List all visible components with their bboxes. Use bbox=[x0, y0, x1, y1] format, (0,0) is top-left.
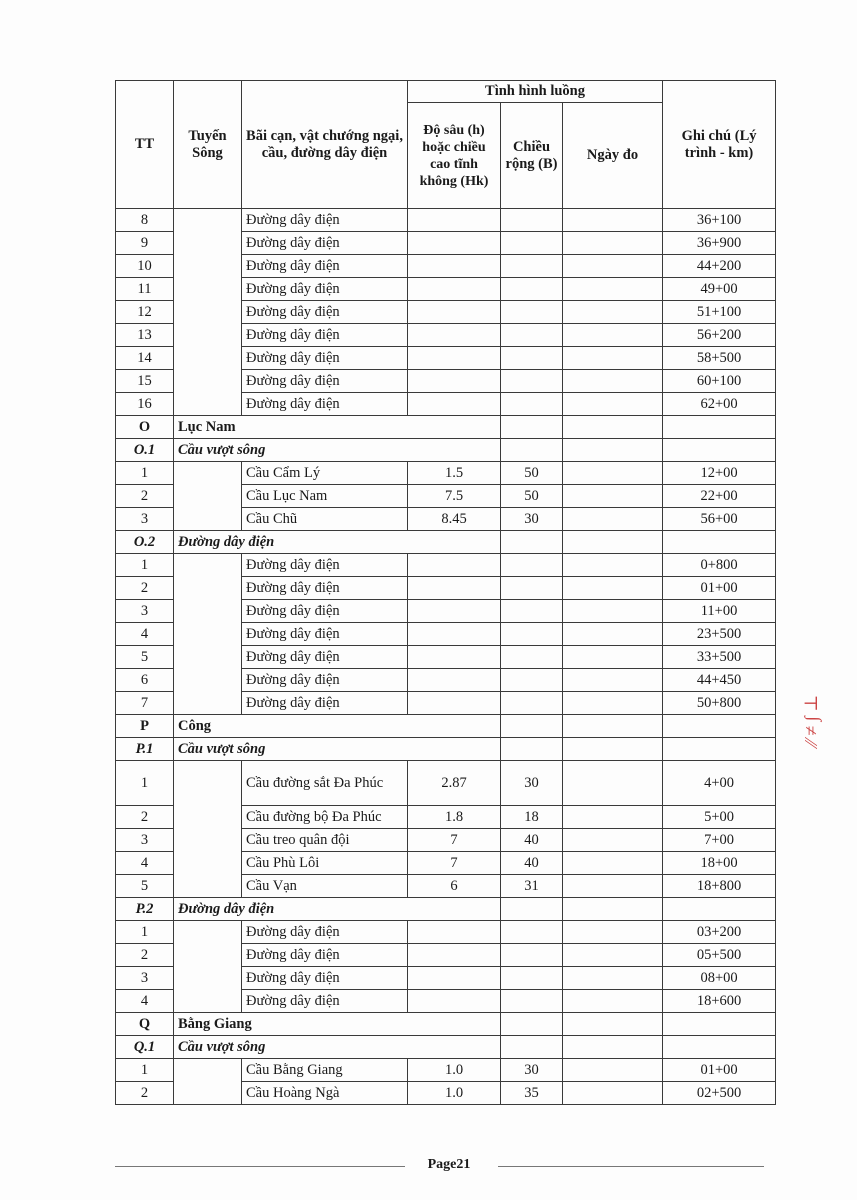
row-name: Cầu Phù Lôi bbox=[242, 852, 408, 875]
table-row bbox=[116, 761, 776, 806]
row-note: 08+00 bbox=[663, 967, 776, 990]
row-note: 23+500 bbox=[663, 623, 776, 646]
width-cell bbox=[501, 1036, 563, 1059]
row-width bbox=[501, 209, 563, 232]
row-name: Đường dây điện bbox=[242, 554, 408, 577]
header-ngay-do: Ngày đo bbox=[563, 103, 663, 209]
row-note: 02+500 bbox=[663, 1082, 776, 1105]
note-cell bbox=[663, 531, 776, 554]
header-chieu-rong: Chiều rộng (B) bbox=[501, 103, 563, 209]
row-note: 7+00 bbox=[663, 829, 776, 852]
row-tt: 1 bbox=[116, 554, 174, 577]
row-tt: 10 bbox=[116, 255, 174, 278]
date-cell bbox=[563, 898, 663, 921]
row-date bbox=[563, 209, 663, 232]
date-cell bbox=[563, 1036, 663, 1059]
row-depth bbox=[408, 623, 501, 646]
row-width bbox=[501, 554, 563, 577]
row-width: 40 bbox=[501, 829, 563, 852]
row-river bbox=[174, 761, 242, 898]
row-name: Cầu Bằng Giang bbox=[242, 1059, 408, 1082]
row-tt: 4 bbox=[116, 852, 174, 875]
row-note: 36+900 bbox=[663, 232, 776, 255]
row-tt: 15 bbox=[116, 370, 174, 393]
row-tt: 2 bbox=[116, 485, 174, 508]
row-width bbox=[501, 921, 563, 944]
row-name: Đường dây điện bbox=[242, 324, 408, 347]
table-row bbox=[116, 209, 776, 232]
table-row bbox=[116, 554, 776, 577]
row-date bbox=[563, 577, 663, 600]
width-cell bbox=[501, 715, 563, 738]
row-depth: 1.5 bbox=[408, 462, 501, 485]
row-tt: 4 bbox=[116, 990, 174, 1013]
row-depth bbox=[408, 577, 501, 600]
row-note: 18+00 bbox=[663, 852, 776, 875]
row-name: Đường dây điện bbox=[242, 255, 408, 278]
row-note: 44+450 bbox=[663, 669, 776, 692]
subsection-tt: Q.1 bbox=[116, 1036, 174, 1059]
row-tt: 1 bbox=[116, 761, 174, 806]
note-cell bbox=[663, 715, 776, 738]
row-name: Đường dây điện bbox=[242, 301, 408, 324]
row-note: 36+100 bbox=[663, 209, 776, 232]
row-depth: 1.0 bbox=[408, 1082, 501, 1105]
section-title: Lục Nam bbox=[174, 416, 501, 439]
row-width: 40 bbox=[501, 852, 563, 875]
row-width bbox=[501, 967, 563, 990]
row-date bbox=[563, 554, 663, 577]
row-name: Đường dây điện bbox=[242, 623, 408, 646]
header-tt: TT bbox=[116, 81, 174, 209]
row-name: Đường dây điện bbox=[242, 577, 408, 600]
width-cell bbox=[501, 531, 563, 554]
row-river bbox=[174, 1059, 242, 1105]
row-date bbox=[563, 1082, 663, 1105]
row-name: Đường dây điện bbox=[242, 669, 408, 692]
row-tt: 13 bbox=[116, 324, 174, 347]
table-row bbox=[116, 462, 776, 485]
note-cell bbox=[663, 416, 776, 439]
row-width bbox=[501, 347, 563, 370]
section-title: Bằng Giang bbox=[174, 1013, 501, 1036]
row-depth bbox=[408, 692, 501, 715]
row-tt: 11 bbox=[116, 278, 174, 301]
subsection-title: Đường dây điện bbox=[174, 531, 501, 554]
row-date bbox=[563, 324, 663, 347]
section-tt: O bbox=[116, 416, 174, 439]
row-note: 01+00 bbox=[663, 1059, 776, 1082]
row-depth bbox=[408, 554, 501, 577]
row-width bbox=[501, 646, 563, 669]
row-width bbox=[501, 301, 563, 324]
subsection-row bbox=[116, 531, 776, 554]
row-width bbox=[501, 393, 563, 416]
subsection-title: Cầu vượt sông bbox=[174, 738, 501, 761]
width-cell bbox=[501, 1013, 563, 1036]
row-river bbox=[174, 921, 242, 1013]
row-depth: 1.0 bbox=[408, 1059, 501, 1082]
row-depth: 1.8 bbox=[408, 806, 501, 829]
row-date bbox=[563, 646, 663, 669]
row-depth: 7.5 bbox=[408, 485, 501, 508]
row-tt: 6 bbox=[116, 669, 174, 692]
row-tt: 4 bbox=[116, 623, 174, 646]
note-cell bbox=[663, 898, 776, 921]
row-date bbox=[563, 232, 663, 255]
row-depth bbox=[408, 944, 501, 967]
subsection-tt: O.1 bbox=[116, 439, 174, 462]
row-name: Đường dây điện bbox=[242, 370, 408, 393]
row-note: 60+100 bbox=[663, 370, 776, 393]
row-depth: 7 bbox=[408, 829, 501, 852]
date-cell bbox=[563, 531, 663, 554]
row-date bbox=[563, 370, 663, 393]
note-cell bbox=[663, 439, 776, 462]
row-name: Đường dây điện bbox=[242, 692, 408, 715]
row-tt: 5 bbox=[116, 875, 174, 898]
row-note: 18+600 bbox=[663, 990, 776, 1013]
row-note: 56+00 bbox=[663, 508, 776, 531]
row-depth bbox=[408, 324, 501, 347]
row-tt: 2 bbox=[116, 1082, 174, 1105]
row-name: Đường dây điện bbox=[242, 646, 408, 669]
row-width: 30 bbox=[501, 1059, 563, 1082]
row-depth bbox=[408, 646, 501, 669]
row-name: Đường dây điện bbox=[242, 967, 408, 990]
row-tt: 7 bbox=[116, 692, 174, 715]
section-tt: P bbox=[116, 715, 174, 738]
row-note: 05+500 bbox=[663, 944, 776, 967]
row-width bbox=[501, 669, 563, 692]
table-header bbox=[116, 81, 776, 209]
row-date bbox=[563, 921, 663, 944]
section-title: Công bbox=[174, 715, 501, 738]
row-river bbox=[174, 209, 242, 416]
waterway-table bbox=[115, 80, 776, 1105]
row-width: 50 bbox=[501, 462, 563, 485]
row-depth bbox=[408, 232, 501, 255]
row-date bbox=[563, 761, 663, 806]
subsection-tt: P.2 bbox=[116, 898, 174, 921]
row-name: Đường dây điện bbox=[242, 990, 408, 1013]
row-name: Cầu Lục Nam bbox=[242, 485, 408, 508]
row-name: Đường dây điện bbox=[242, 347, 408, 370]
row-date bbox=[563, 347, 663, 370]
row-width bbox=[501, 278, 563, 301]
row-date bbox=[563, 944, 663, 967]
row-tt: 5 bbox=[116, 646, 174, 669]
row-depth: 7 bbox=[408, 852, 501, 875]
width-cell bbox=[501, 416, 563, 439]
row-name: Đường dây điện bbox=[242, 600, 408, 623]
row-tt: 8 bbox=[116, 209, 174, 232]
row-date bbox=[563, 806, 663, 829]
row-width bbox=[501, 623, 563, 646]
row-note: 5+00 bbox=[663, 806, 776, 829]
subsection-row bbox=[116, 738, 776, 761]
row-tt: 3 bbox=[116, 508, 174, 531]
footer-rule-left bbox=[115, 1166, 405, 1167]
row-tt: 3 bbox=[116, 967, 174, 990]
row-width: 30 bbox=[501, 508, 563, 531]
row-width: 35 bbox=[501, 1082, 563, 1105]
width-cell bbox=[501, 439, 563, 462]
row-name: Cầu Hoàng Ngà bbox=[242, 1082, 408, 1105]
row-river bbox=[174, 462, 242, 531]
row-date bbox=[563, 852, 663, 875]
row-tt: 2 bbox=[116, 577, 174, 600]
row-date bbox=[563, 967, 663, 990]
row-date bbox=[563, 875, 663, 898]
row-date bbox=[563, 623, 663, 646]
header-do-sau: Độ sâu (h) hoặc chiều cao tĩnh không (Hk) bbox=[408, 103, 501, 209]
subsection-row bbox=[116, 1036, 776, 1059]
row-depth bbox=[408, 209, 501, 232]
row-width bbox=[501, 370, 563, 393]
row-width bbox=[501, 692, 563, 715]
footer-rule-right bbox=[498, 1166, 764, 1167]
row-width: 18 bbox=[501, 806, 563, 829]
row-width bbox=[501, 324, 563, 347]
row-tt: 2 bbox=[116, 806, 174, 829]
width-cell bbox=[501, 738, 563, 761]
row-date bbox=[563, 1059, 663, 1082]
row-depth bbox=[408, 967, 501, 990]
row-tt: 1 bbox=[116, 921, 174, 944]
row-name: Cầu Vạn bbox=[242, 875, 408, 898]
row-tt: 9 bbox=[116, 232, 174, 255]
header-bai-can: Bãi cạn, vật chướng ngại, cầu, đường dây điện bbox=[242, 81, 408, 209]
row-tt: 1 bbox=[116, 462, 174, 485]
header-ghi-chu: Ghi chú (Lý trình - km) bbox=[663, 81, 776, 209]
handwritten-mark: ⁄⁄ ≠ ∫ ⊥ bbox=[801, 694, 821, 746]
row-name: Đường dây điện bbox=[242, 393, 408, 416]
row-depth bbox=[408, 921, 501, 944]
row-depth bbox=[408, 347, 501, 370]
row-date bbox=[563, 301, 663, 324]
row-tt: 3 bbox=[116, 600, 174, 623]
row-date bbox=[563, 692, 663, 715]
row-note: 44+200 bbox=[663, 255, 776, 278]
row-note: 22+00 bbox=[663, 485, 776, 508]
table-row bbox=[116, 921, 776, 944]
row-width bbox=[501, 944, 563, 967]
date-cell bbox=[563, 1013, 663, 1036]
row-date bbox=[563, 485, 663, 508]
row-width: 31 bbox=[501, 875, 563, 898]
header-tuyen-song: Tuyến Sông bbox=[174, 81, 242, 209]
row-name: Cầu Cẩm Lý bbox=[242, 462, 408, 485]
row-note: 50+800 bbox=[663, 692, 776, 715]
subsection-tt: O.2 bbox=[116, 531, 174, 554]
row-river bbox=[174, 554, 242, 715]
row-name: Đường dây điện bbox=[242, 209, 408, 232]
row-note: 0+800 bbox=[663, 554, 776, 577]
subsection-title: Cầu vượt sông bbox=[174, 439, 501, 462]
subsection-tt: P.1 bbox=[116, 738, 174, 761]
row-date bbox=[563, 255, 663, 278]
row-name: Cầu đường bộ Đa Phúc bbox=[242, 806, 408, 829]
page-number: Page21 bbox=[427, 1157, 471, 1172]
row-tt: 3 bbox=[116, 829, 174, 852]
table-body bbox=[116, 209, 776, 1105]
row-depth: 2.87 bbox=[408, 761, 501, 806]
note-cell bbox=[663, 1036, 776, 1059]
row-tt: 12 bbox=[116, 301, 174, 324]
row-width bbox=[501, 990, 563, 1013]
row-date bbox=[563, 600, 663, 623]
row-note: 49+00 bbox=[663, 278, 776, 301]
row-depth: 8.45 bbox=[408, 508, 501, 531]
row-width: 50 bbox=[501, 485, 563, 508]
date-cell bbox=[563, 416, 663, 439]
row-name: Đường dây điện bbox=[242, 944, 408, 967]
row-note: 58+500 bbox=[663, 347, 776, 370]
section-row bbox=[116, 416, 776, 439]
row-date bbox=[563, 669, 663, 692]
row-width bbox=[501, 600, 563, 623]
section-row bbox=[116, 715, 776, 738]
row-depth bbox=[408, 370, 501, 393]
row-depth bbox=[408, 278, 501, 301]
row-note: 11+00 bbox=[663, 600, 776, 623]
row-note: 12+00 bbox=[663, 462, 776, 485]
row-depth: 6 bbox=[408, 875, 501, 898]
row-name: Cầu Chũ bbox=[242, 508, 408, 531]
row-name: Đường dây điện bbox=[242, 232, 408, 255]
row-note: 56+200 bbox=[663, 324, 776, 347]
row-date bbox=[563, 462, 663, 485]
row-width bbox=[501, 232, 563, 255]
width-cell bbox=[501, 898, 563, 921]
row-name: Cầu đường sắt Đa Phúc bbox=[242, 761, 408, 806]
row-width bbox=[501, 255, 563, 278]
row-width: 30 bbox=[501, 761, 563, 806]
subsection-title: Cầu vượt sông bbox=[174, 1036, 501, 1059]
date-cell bbox=[563, 738, 663, 761]
subsection-title: Đường dây điện bbox=[174, 898, 501, 921]
row-depth bbox=[408, 255, 501, 278]
section-row bbox=[116, 1013, 776, 1036]
row-name: Đường dây điện bbox=[242, 921, 408, 944]
row-depth bbox=[408, 600, 501, 623]
section-tt: Q bbox=[116, 1013, 174, 1036]
row-note: 4+00 bbox=[663, 761, 776, 806]
row-note: 03+200 bbox=[663, 921, 776, 944]
row-note: 62+00 bbox=[663, 393, 776, 416]
row-note: 01+00 bbox=[663, 577, 776, 600]
row-name: Đường dây điện bbox=[242, 278, 408, 301]
subsection-row bbox=[116, 439, 776, 462]
row-date bbox=[563, 393, 663, 416]
row-tt: 16 bbox=[116, 393, 174, 416]
row-date bbox=[563, 990, 663, 1013]
row-depth bbox=[408, 990, 501, 1013]
row-note: 51+100 bbox=[663, 301, 776, 324]
row-tt: 2 bbox=[116, 944, 174, 967]
table-row bbox=[116, 1059, 776, 1082]
subsection-row bbox=[116, 898, 776, 921]
row-date bbox=[563, 278, 663, 301]
row-depth bbox=[408, 669, 501, 692]
row-tt: 1 bbox=[116, 1059, 174, 1082]
row-width bbox=[501, 577, 563, 600]
note-cell bbox=[663, 1013, 776, 1036]
row-depth bbox=[408, 393, 501, 416]
row-depth bbox=[408, 301, 501, 324]
row-date bbox=[563, 508, 663, 531]
date-cell bbox=[563, 715, 663, 738]
row-note: 33+500 bbox=[663, 646, 776, 669]
row-date bbox=[563, 829, 663, 852]
row-name: Cầu treo quân đội bbox=[242, 829, 408, 852]
header-tinh-hinh-luong: Tình hình luồng bbox=[408, 81, 663, 103]
row-note: 18+800 bbox=[663, 875, 776, 898]
row-tt: 14 bbox=[116, 347, 174, 370]
note-cell bbox=[663, 738, 776, 761]
date-cell bbox=[563, 439, 663, 462]
